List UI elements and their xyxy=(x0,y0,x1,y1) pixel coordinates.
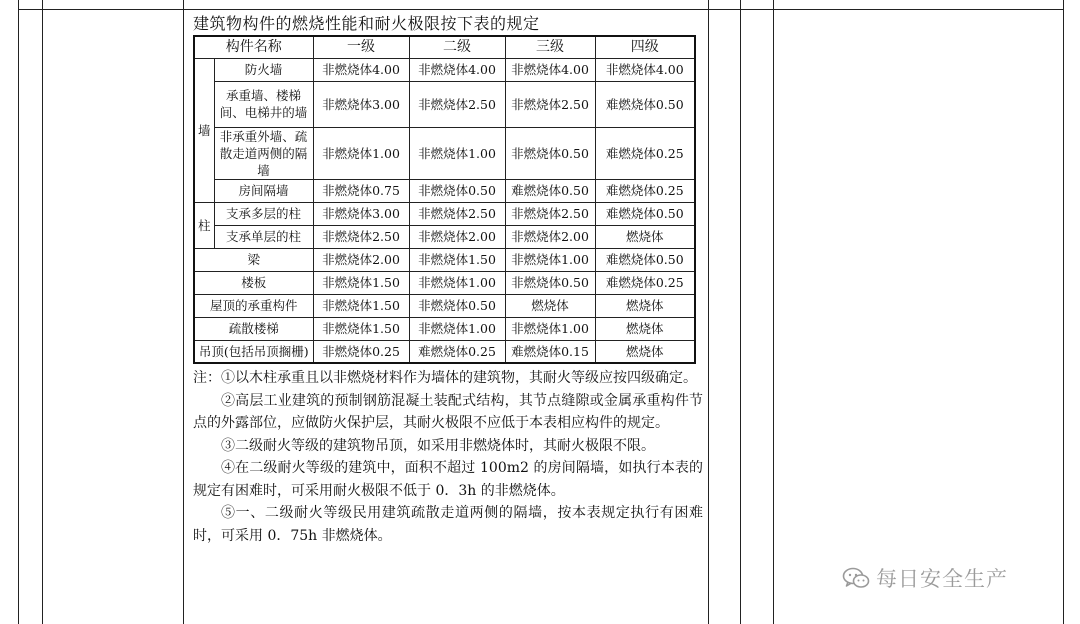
cell: 非燃烧体4.00 xyxy=(505,58,595,81)
frame-line xyxy=(183,0,184,624)
cell: 非燃烧体2.00 xyxy=(409,225,505,248)
header-grade-4: 四级 xyxy=(595,36,695,58)
cell: 非燃烧体3.00 xyxy=(313,202,409,225)
cell: 非燃烧体2.00 xyxy=(313,248,409,271)
notes xyxy=(193,367,703,547)
cell: 难燃烧体0.15 xyxy=(505,340,595,363)
cell: 非燃烧体0.50 xyxy=(505,127,595,179)
cell: 非燃烧体1.00 xyxy=(409,127,505,179)
cell: 非燃烧体0.25 xyxy=(313,340,409,363)
wechat-icon xyxy=(842,566,870,590)
table-row xyxy=(194,58,695,81)
row-name: 支承多层的柱 xyxy=(214,202,313,225)
header-name: 构件名称 xyxy=(194,36,313,58)
cell: 非燃烧体0.50 xyxy=(409,294,505,317)
cell: 难燃烧体0.25 xyxy=(595,127,695,179)
cell: 非燃烧体4.00 xyxy=(595,58,695,81)
cell: 非燃烧体2.00 xyxy=(505,225,595,248)
table-row xyxy=(194,248,695,271)
header-grade-3: 三级 xyxy=(505,36,595,58)
cell: 燃烧体 xyxy=(595,225,695,248)
row-name: 支承单层的柱 xyxy=(214,225,313,248)
table-row xyxy=(194,317,695,340)
cell: 燃烧体 xyxy=(595,294,695,317)
row-name: 楼板 xyxy=(194,271,313,294)
cell: 难燃烧体0.50 xyxy=(595,202,695,225)
fire-resistance-table xyxy=(193,35,696,364)
cell: 非燃烧体1.00 xyxy=(409,271,505,294)
cell: 非燃烧体2.50 xyxy=(409,81,505,127)
cell: 燃烧体 xyxy=(595,317,695,340)
note-2: ②高层工业建筑的预制钢筋混凝土装配式结构，其节点缝隙或金属承重构件节点的外露部位，应做防火保护层，其耐火极限不应低于本表相应构件的规定。 xyxy=(193,392,703,431)
cell: 非燃烧体0.75 xyxy=(313,179,409,202)
cell: 非燃烧体1.00 xyxy=(505,248,595,271)
cell: 非燃烧体2.50 xyxy=(409,202,505,225)
table-row xyxy=(194,127,695,179)
cell: 非燃烧体1.50 xyxy=(313,317,409,340)
table-row xyxy=(194,202,695,225)
row-name: 吊顶(包括吊顶搁栅) xyxy=(194,340,313,363)
row-name: 房间隔墙 xyxy=(214,179,313,202)
cell: 非燃烧体2.50 xyxy=(505,202,595,225)
cell: 非燃烧体0.50 xyxy=(409,179,505,202)
cell: 燃烧体 xyxy=(505,294,595,317)
table-header-row xyxy=(194,36,695,58)
frame-line xyxy=(708,0,709,624)
table-row xyxy=(194,271,695,294)
cell: 非燃烧体4.00 xyxy=(409,58,505,81)
note-1: 注：①以木柱承重且以非燃烧材料作为墙体的建筑物，其耐火等级应按四级确定。 xyxy=(193,370,697,386)
cell: 非燃烧体1.50 xyxy=(313,271,409,294)
table-row xyxy=(194,294,695,317)
group-wall: 墙 xyxy=(194,58,214,202)
cell: 难燃烧体0.25 xyxy=(595,179,695,202)
header-grade-1: 一级 xyxy=(313,36,409,58)
cell: 难燃烧体0.25 xyxy=(409,340,505,363)
table-row xyxy=(194,225,695,248)
row-name: 防火墙 xyxy=(214,58,313,81)
row-name: 疏散楼梯 xyxy=(194,317,313,340)
row-name: 梁 xyxy=(194,248,313,271)
cell: 难燃烧体0.50 xyxy=(505,179,595,202)
table-row xyxy=(194,81,695,127)
watermark-text: 每日安全生产 xyxy=(876,567,1008,591)
cell: 非燃烧体0.50 xyxy=(505,271,595,294)
cell: 非燃烧体1.00 xyxy=(505,317,595,340)
section-heading: 建筑物构件的燃烧性能和耐火极限按下表的规定 xyxy=(193,14,540,33)
table-row xyxy=(194,179,695,202)
cell: 难燃烧体0.50 xyxy=(595,248,695,271)
header-grade-2: 二级 xyxy=(409,36,505,58)
group-column: 柱 xyxy=(194,202,214,248)
cell: 非燃烧体1.50 xyxy=(409,248,505,271)
row-name: 承重墙、楼梯间、电梯井的墙 xyxy=(214,81,313,127)
frame-line xyxy=(773,0,774,624)
frame-line xyxy=(740,0,741,624)
cell: 非燃烧体1.00 xyxy=(313,127,409,179)
note-5: ⑤一、二级耐火等级民用建筑疏散走道两侧的隔墙，按本表规定执行有困难时，可采用 0．75h 非燃烧体。 xyxy=(193,505,703,544)
cell: 燃烧体 xyxy=(595,340,695,363)
row-name: 非承重外墙、疏散走道两侧的隔墙 xyxy=(214,127,313,179)
cell: 难燃烧体0.50 xyxy=(595,81,695,127)
cell: 非燃烧体4.00 xyxy=(313,58,409,81)
cell: 非燃烧体1.50 xyxy=(313,294,409,317)
watermark xyxy=(842,563,1008,593)
frame-line xyxy=(42,0,43,624)
cell: 非燃烧体2.50 xyxy=(505,81,595,127)
frame-top-line xyxy=(18,9,1064,10)
note-3: ③二级耐火等级的建筑物吊顶，如采用非燃烧体时，其耐火极限不限。 xyxy=(221,437,655,454)
cell: 非燃烧体1.00 xyxy=(409,317,505,340)
cell: 难燃烧体0.25 xyxy=(595,271,695,294)
frame-line xyxy=(1063,0,1064,624)
cell: 非燃烧体3.00 xyxy=(313,81,409,127)
cell: 非燃烧体2.50 xyxy=(313,225,409,248)
row-name: 屋顶的承重构件 xyxy=(194,294,313,317)
note-4: ④在二级耐火等级的建筑中，面积不超过 100m2 的房间隔墙，如执行本表的规定有困难时，可采用耐火极限不低于 0．3h 的非燃烧体。 xyxy=(193,460,703,499)
frame-line xyxy=(18,0,19,624)
table-row xyxy=(194,340,695,363)
